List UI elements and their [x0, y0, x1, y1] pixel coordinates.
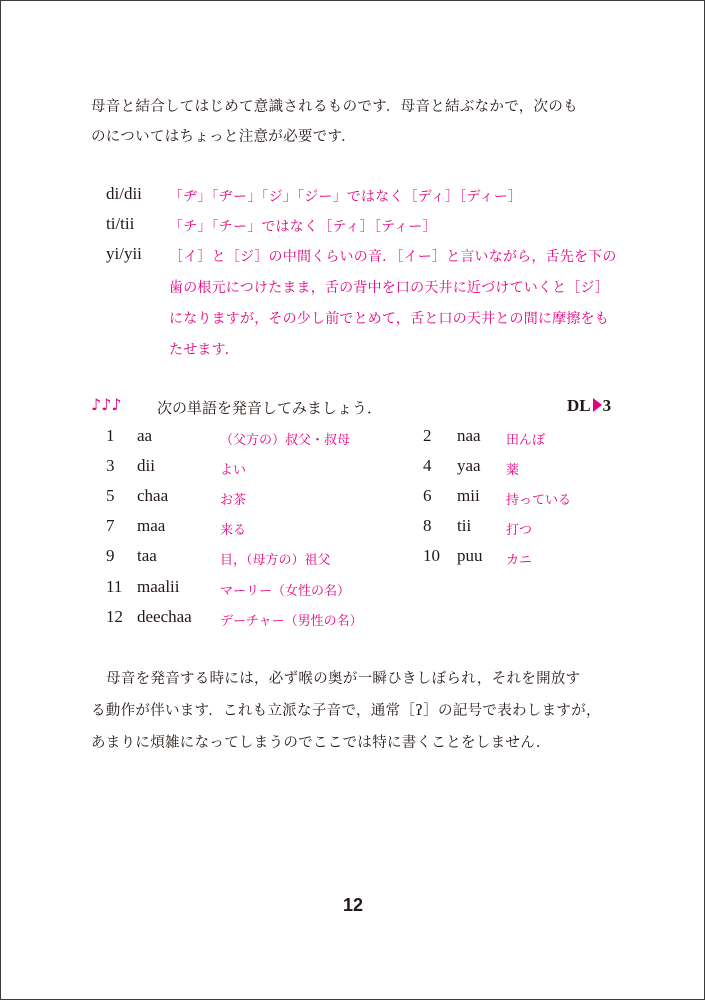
- exercise-title: 次の単語を発音してみましょう．: [157, 399, 383, 417]
- word-meaning: カニ: [506, 553, 533, 568]
- word-number: 9: [106, 546, 115, 565]
- word-number: 6: [423, 486, 432, 505]
- word-number: 12: [106, 607, 123, 626]
- word-number: 3: [106, 456, 115, 475]
- word-meaning: 薬: [506, 463, 520, 478]
- word-romanization: yaa: [457, 456, 481, 475]
- pron-desc-yi-3: になりますが，その少し前でとめて，舌と口の天井との間に摩擦をも: [169, 311, 609, 327]
- intro-line-2: のについてはちょっと注意が必要です．: [91, 129, 356, 145]
- word-meaning: マーリー（女性の名）: [220, 584, 351, 599]
- closing-line-3: あまりに煩雑になってしまうのでここでは特に書くことをしません．: [91, 735, 551, 751]
- word-meaning: （父方の）叔父・叔母: [220, 433, 351, 448]
- word-meaning: デーチャー（男性の名）: [220, 614, 363, 629]
- word-romanization: dii: [137, 456, 155, 475]
- word-romanization: aa: [137, 426, 153, 445]
- closing-line-2: る動作が伴います．これも立派な子音で，通常［ʔ］の記号で表わしますが，: [91, 703, 601, 719]
- word-number: 10: [423, 546, 440, 565]
- pron-desc-yi-2: 歯の根元につけたまま，舌の背中を口の天井に近づけていくと［ジ］: [169, 280, 610, 296]
- word-romanization: naa: [457, 426, 481, 445]
- word-number: 7: [106, 516, 115, 535]
- pron-key-ti: ti/tii: [106, 214, 135, 233]
- word-meaning: 目，（母方の）祖父: [220, 553, 331, 568]
- pron-desc-ti: 「チ」「チー」ではなく［ティ］［ティー］: [169, 219, 437, 235]
- pron-key-yi: yi/yii: [106, 244, 142, 263]
- music-notes-icon: ♪♪♪: [91, 395, 122, 414]
- word-meaning: お茶: [220, 493, 247, 508]
- word-romanization: maalii: [137, 577, 180, 596]
- play-arrow-icon: [593, 398, 602, 412]
- word-romanization: maa: [137, 516, 166, 535]
- pron-desc-di: 「ヂ」「ヂー」「ジ」「ジー」ではなく［ディ］［ディー］: [169, 189, 523, 205]
- word-number: 4: [423, 456, 432, 475]
- word-meaning: 打つ: [506, 523, 533, 538]
- pron-key-di: di/dii: [106, 184, 142, 203]
- word-meaning: 持っている: [506, 493, 572, 508]
- download-label: DL: [567, 396, 591, 415]
- pron-desc-yi-1: ［イ］と［ジ］の中間くらいの音．［イー］と言いながら，舌先を下の: [169, 249, 617, 265]
- page-number: 12: [343, 895, 364, 915]
- word-meaning: 来る: [220, 523, 247, 538]
- pron-desc-yi-4: たせます．: [169, 342, 239, 358]
- word-romanization: taa: [137, 546, 157, 565]
- download-track-number: 3: [602, 396, 612, 415]
- word-meaning: 田んぼ: [506, 433, 546, 448]
- word-number: 8: [423, 516, 432, 535]
- download-track-label: [567, 396, 611, 416]
- word-number: 2: [423, 426, 432, 445]
- intro-line-1: 母音と結合してはじめて意識されるものです．母音と結ぶなかで，次のも: [91, 99, 578, 115]
- word-romanization: tii: [457, 516, 472, 535]
- word-number: 1: [106, 426, 115, 445]
- word-number: 11: [106, 577, 123, 596]
- word-romanization: mii: [457, 486, 480, 505]
- word-number: 5: [106, 486, 115, 505]
- word-meaning: よい: [220, 463, 247, 478]
- closing-line-1: 母音を発音する時には，必ず喉の奥が一瞬ひきしぼられ，それを開放す: [106, 671, 581, 687]
- word-romanization: deechaa: [137, 607, 192, 626]
- word-romanization: puu: [457, 546, 483, 565]
- word-romanization: chaa: [137, 486, 169, 505]
